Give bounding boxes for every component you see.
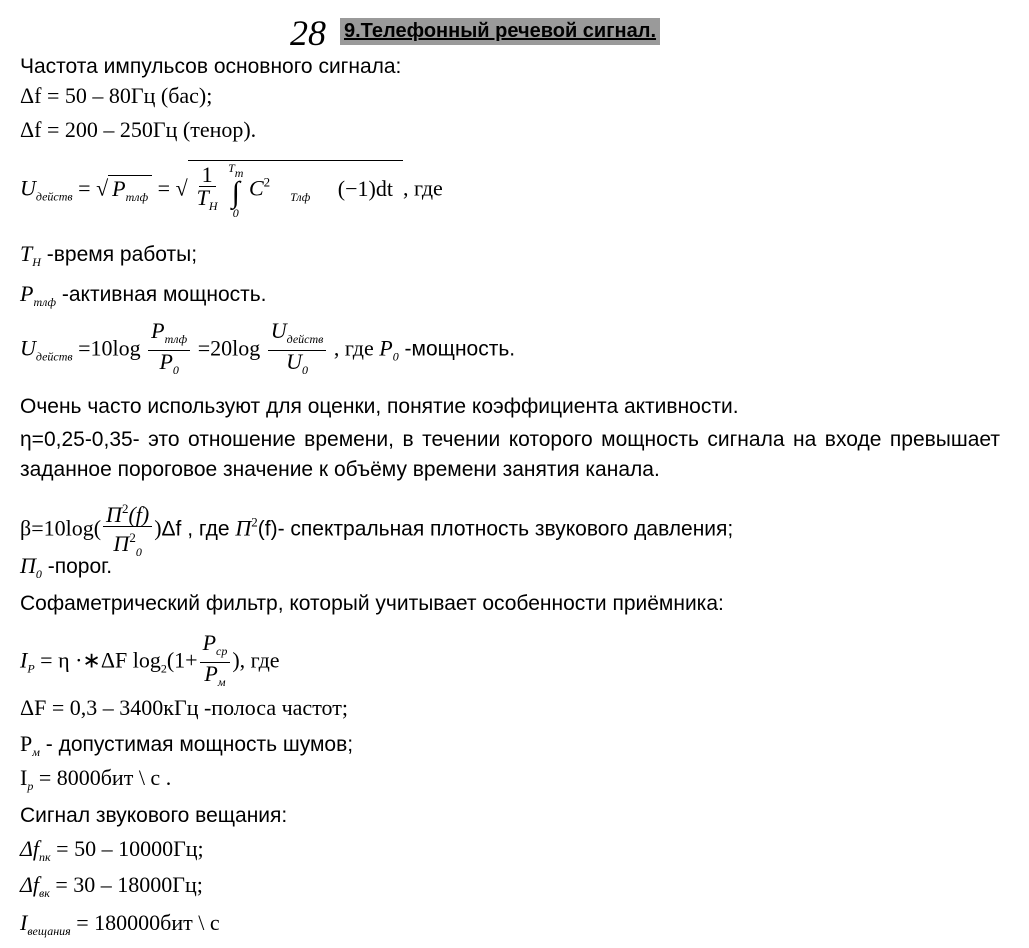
formula-tenor: Δf = 200 – 250Гц (тенор). xyxy=(20,117,257,142)
formula-df-pk: $\Delta f_{пк} = 50 - 10000Гц$; xyxy=(20,836,204,864)
text-noise-power: $P_м$ - допустимая мощность шумов; xyxy=(20,731,354,759)
text-filter: Софаметрический фильтр, который учитывает особенности приёмника: xyxy=(20,592,724,615)
text-p-tlf: $P_{тлф}$ -активная мощность. xyxy=(20,281,267,309)
formula-beta: β=10log( $\frac{П^2(f)}{П^2_0}$ )Δf , где $П^2(f)-$ спектральная плотность звукового давления; xyxy=(20,498,733,563)
formula-i-broadcast: $I_{вещания} = 180000бит$ \ c xyxy=(20,910,220,938)
page-number: 28 xyxy=(290,13,326,53)
text-line-1: Частота импульсов основного сигнала: xyxy=(20,55,402,78)
formula-bass: Δf = 50 – 80Гц (бас); xyxy=(20,83,213,108)
formula-bitrate: $I_p = 8000бит$ \ c . xyxy=(20,765,172,793)
formula-df-vk: $\Delta f_{вк} = 30 - 18000Гц$; xyxy=(20,872,203,900)
formula-u-effective: $U_{действ}$ = √ $P_{тлф}$ = √ $\frac{1}{T_H}$ $T_m$ ∫ 0 $C^2_{Тлф}$ (−1)dt , где xyxy=(20,161,443,220)
text-threshold: $П_0$ -порог. xyxy=(20,553,113,581)
page-title: 9.Телефонный речевой сигнал. xyxy=(340,18,660,45)
text-broadcast-signal: Сигнал звукового вещания: xyxy=(20,804,288,827)
formula-u-log: $U_{действ} =10\log$ $\frac{P_{тлф}}{P_0}$ =20log $\frac{U_{действ}}{U_0}$ , где $P_0$ -мощность. xyxy=(20,318,516,377)
text-t-h: $T_H$ -время работы; xyxy=(20,241,198,269)
formula-i-p: $I_P = \eta$ ·∗ΔF $\log_2(1+$ $\frac{P_{ср}}{P_м}$ ), где xyxy=(20,630,280,689)
text-eta-definition: η=0,25-0,35- это отношение времени, в течении которого мощность сигнала на входе превышает заданное пороговое значение к объёму времени занятия канала. xyxy=(20,428,1000,481)
text-bandwidth: ΔF = 0,3 – 3400кГц -полоса частот; xyxy=(20,695,348,720)
text-line-activity: Очень часто используют для оценки, понятие коэффициента активности. xyxy=(20,395,739,418)
